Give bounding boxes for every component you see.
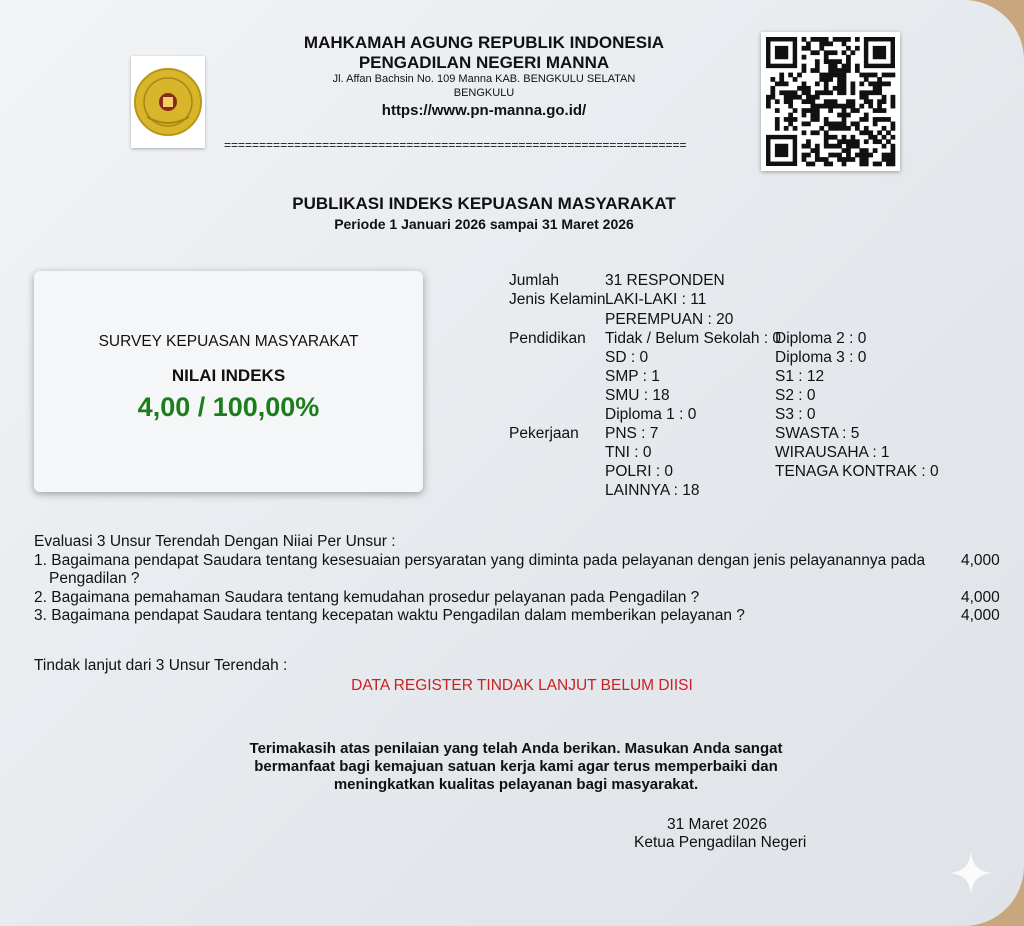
- evaluation-item-score: 4,000: [961, 552, 1000, 569]
- education-item: Diploma 3 : 0: [775, 349, 867, 366]
- evaluation-item-score: 4,000: [961, 607, 1000, 624]
- thanks-line-2: bermanfaat bagi kemajuan satuan kerja kami agar terus memperbaiki dan: [254, 758, 778, 775]
- evaluation-item-text: 1. Bagaimana pendapat Saudara tentang kesesuaian persyaratan yang diminta pada pelayanan dengan jenis pelayanannya pada: [34, 552, 926, 569]
- index-label: NILAI INDEKS: [171, 366, 286, 385]
- jumlah-label: Jumlah: [509, 272, 559, 289]
- signature-role: Ketua Pengadilan Negeri: [634, 834, 807, 851]
- institution-title: MAHKAMAH AGUNG REPUBLIK INDONESIA: [303, 33, 665, 52]
- gender-label: Jenis Kelamin: [509, 291, 606, 308]
- thanks-line-3: meningkatkan kualitas pelayanan bagi masyarakat.: [333, 776, 699, 793]
- job-item: PNS : 7: [605, 425, 659, 442]
- evaluation-item-text: 2. Bagaimana pemahaman Saudara tentang kemudahan prosedur pelayanan pada Pengadilan ?: [34, 589, 700, 606]
- education-item: Diploma 2 : 0: [775, 330, 867, 347]
- education-item: SD : 0: [605, 349, 649, 366]
- followup-heading: Tindak lanjut dari 3 Unsur Terendah :: [34, 657, 288, 674]
- seal-icon: [133, 67, 203, 137]
- evaluation-item-text: Pengadilan ?: [49, 570, 140, 587]
- education-item: SMP : 1: [605, 368, 660, 385]
- website-link[interactable]: https://www.pn-manna.go.id/: [381, 102, 587, 119]
- gender-male: LAKI-LAKI : 11: [605, 291, 707, 308]
- index-box: [34, 271, 423, 492]
- education-label: Pendidikan: [509, 330, 586, 347]
- gender-female: PEREMPUAN : 20: [605, 311, 734, 328]
- jumlah-value: 31 RESPONDEN: [605, 272, 725, 289]
- job-item: TNI : 0: [605, 444, 652, 461]
- publication-title: PUBLIKASI INDEKS KEPUASAN MASYARAKAT: [292, 194, 676, 213]
- signature-date: 31 Maret 2026: [667, 816, 767, 833]
- header-separator: ==================================================================: [224, 138, 687, 152]
- job-item: SWASTA : 5: [775, 425, 860, 442]
- education-item: S2 : 0: [775, 387, 816, 404]
- survey-label: SURVEY KEPUASAN MASYARAKAT: [98, 333, 359, 350]
- followup-status: DATA REGISTER TINDAK LANJUT BELUM DIISI: [351, 677, 693, 694]
- job-item: WIRAUSAHA : 1: [775, 444, 890, 461]
- job-item: POLRI : 0: [605, 463, 674, 480]
- evaluation-item-text: 3. Bagaimana pendapat Saudara tentang kecepatan waktu Pengadilan dalam memberikan pelayanan ?: [34, 607, 745, 624]
- education-item: Tidak / Belum Sekolah : 0: [605, 330, 782, 347]
- job-item: TENAGA KONTRAK : 0: [775, 463, 939, 480]
- education-item: S3 : 0: [775, 406, 816, 423]
- job-item: LAINNYA : 18: [605, 482, 700, 499]
- address-line-1: Jl. Affan Bachsin No. 109 Manna KAB. BENGKULU SELATAN: [332, 73, 636, 85]
- education-item: S1 : 12: [775, 368, 825, 385]
- education-item: Diploma 1 : 0: [605, 406, 697, 423]
- qr-code: [761, 32, 900, 171]
- evaluation-heading: Evaluasi 3 Unsur Terendah Dengan Niiai Per Unsur :: [34, 533, 396, 550]
- publication-period: Periode 1 Januari 2026 sampai 31 Maret 2026: [334, 216, 634, 232]
- address-line-2: BENGKULU: [453, 87, 515, 99]
- court-seal-logo: [131, 56, 205, 148]
- evaluation-item-score: 4,000: [961, 589, 1000, 606]
- court-name: PENGADILAN NEGERI MANNA: [358, 53, 610, 72]
- education-item: SMU : 18: [605, 387, 670, 404]
- index-value: 4,00 / 100,00%: [137, 392, 320, 422]
- sparkle-icon: [948, 850, 994, 896]
- qr-code-icon: [761, 32, 900, 171]
- thanks-line-1: Terimakasih atas penilaian yang telah Anda berikan. Masukan Anda sangat: [249, 740, 783, 757]
- job-label: Pekerjaan: [509, 425, 579, 442]
